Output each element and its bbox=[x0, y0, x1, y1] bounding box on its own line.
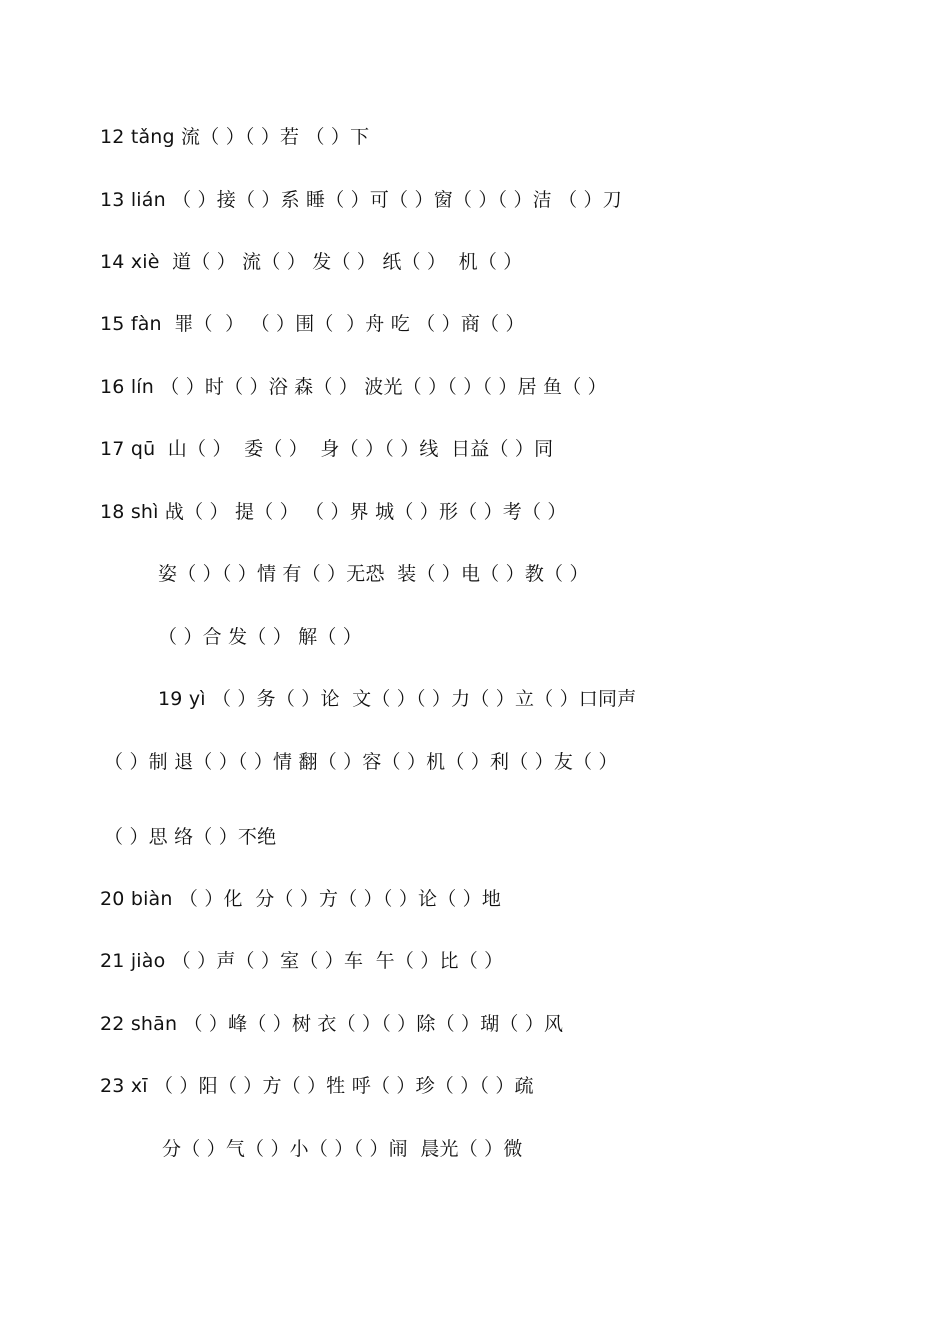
line-15-fan: 15 fàn 罪（ ） （ ）围（ ）舟 吃 （ ）商（ ） bbox=[100, 313, 525, 335]
line-19-yi-cont-2: （ ）思 络（ ）不绝 bbox=[104, 826, 277, 848]
line-18-shi-cont-2: （ ）合 发（ ） 解（ ） bbox=[158, 626, 362, 648]
line-12-tang: 12 tǎng 流（ ）（ ）若 （ ）下 bbox=[100, 126, 370, 148]
line-23-xi: 23 xī （ ）阳（ ）方（ ）牲 呼（ ）珍（ ）（ ）疏 bbox=[100, 1075, 534, 1097]
line-18-shi-cont-1: 姿（ ）（ ）情 有（ ）无恐 装（ ）电（ ）教（ ） bbox=[158, 563, 589, 585]
line-22-shan: 22 shān （ ）峰（ ）树 衣（ ）（ ）除（ ）瑚（ ）风 bbox=[100, 1013, 564, 1035]
line-21-jiao: 21 jiào （ ）声（ ）室（ ）车 午（ ）比（ ） bbox=[100, 950, 504, 972]
line-19-yi: 19 yì （ ）务（ ）论 文（ ）（ ）力（ ）立（ ）口同声 bbox=[158, 688, 637, 710]
line-20-bian: 20 biàn （ ）化 分（ ）方（ ）（ ）论（ ）地 bbox=[100, 888, 502, 910]
line-17-qu: 17 qū 山（ ） 委（ ） 身（ ）（ ）线 日益（ ）同 bbox=[100, 438, 554, 460]
line-19-yi-cont-1: （ ）制 退（ ）（ ）情 翻（ ）容（ ）机（ ）利（ ）友（ ） bbox=[104, 751, 618, 773]
line-14-xie: 14 xiè 道（ ） 流（ ） 发（ ） 纸（ ） 机（ ） bbox=[100, 251, 523, 273]
line-18-shi: 18 shì 战（ ） 提（ ） （ ）界 城（ ）形（ ）考（ ） bbox=[100, 501, 567, 523]
line-23-xi-cont: 分（ ）气（ ）小（ ）（ ）闹 晨光（ ）微 bbox=[162, 1138, 523, 1160]
line-13-lian: 13 lián （ ）接（ ）系 睡（ ）可（ ）窗（ ）（ ）洁 （ ）刀 bbox=[100, 189, 622, 211]
line-16-lin: 16 lín （ ）时（ ）浴 森（ ） 波光（ ）（ ）（ ）居 鱼（ ） bbox=[100, 376, 607, 398]
